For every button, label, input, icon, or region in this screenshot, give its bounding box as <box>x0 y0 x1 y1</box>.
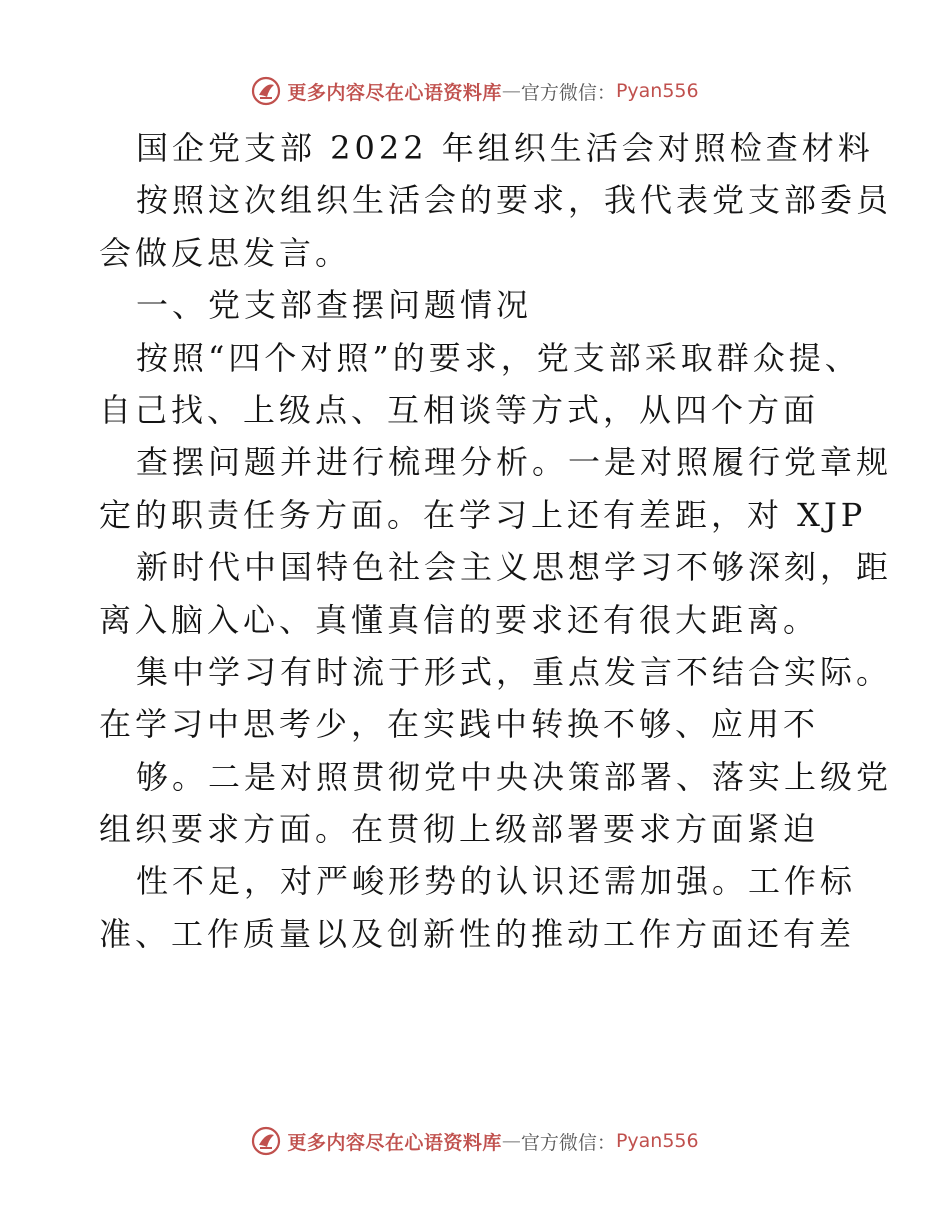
text-line: 性不足，对严峻形势的认识还需加强。工作标 <box>136 862 857 901</box>
document-title: 国企党支部 2022 年组织生活会对照检查材料 <box>136 129 874 167</box>
document-body <box>0 122 950 960</box>
book-leaf-icon <box>251 1126 281 1156</box>
text-line: 准、工作质量以及创新性的推动工作方面还有差 <box>99 914 856 953</box>
text-line: 自己找、上级点、互相谈等方式，从四个方面 <box>99 390 820 429</box>
text-line: 在学习中思考少，在实践中转换不够、应用不 <box>99 705 820 744</box>
wechat-id: Pyan556 <box>615 80 699 102</box>
text-line: 新时代中国特色社会主义思想学习不够深刻，距 <box>136 548 893 587</box>
text-line: 够。二是对照贯彻党中央决策部署、落实上级党 <box>136 757 893 796</box>
watermark-promo-text: 更多内容尽在心语资料库 <box>287 81 502 104</box>
text-line: 查摆问题并进行梳理分析。一是对照履行党章规 <box>136 443 893 482</box>
watermark-banner-top <box>0 74 950 108</box>
section-heading: 一、党支部查摆问题情况 <box>136 286 533 325</box>
wechat-label: 官方微信： <box>520 1131 616 1154</box>
wechat-id: Pyan556 <box>615 1130 699 1152</box>
text-line: 按照“四个对照”的要求，党支部采取群众提、 <box>136 338 861 377</box>
text-line: 定的职责任务方面。在学习上还有差距，对 XJP <box>99 495 867 534</box>
watermark-banner-bottom <box>0 1124 950 1158</box>
watermark-separator: — <box>501 1130 521 1152</box>
text-line: 组织要求方面。在贯彻上级部署要求方面紧迫 <box>99 810 820 849</box>
text-line: 离入脑入心、真懂真信的要求还有很大距离。 <box>99 600 820 639</box>
text-line: 会做反思发言。 <box>99 233 352 272</box>
book-leaf-icon <box>251 76 281 106</box>
watermark-separator: — <box>501 80 521 102</box>
text-line: 按照这次组织生活会的要求，我代表党支部委员 <box>136 181 893 220</box>
text-line: 集中学习有时流于形式，重点发言不结合实际。 <box>136 652 893 691</box>
watermark-promo-text: 更多内容尽在心语资料库 <box>287 1131 502 1154</box>
wechat-label: 官方微信： <box>520 81 616 104</box>
